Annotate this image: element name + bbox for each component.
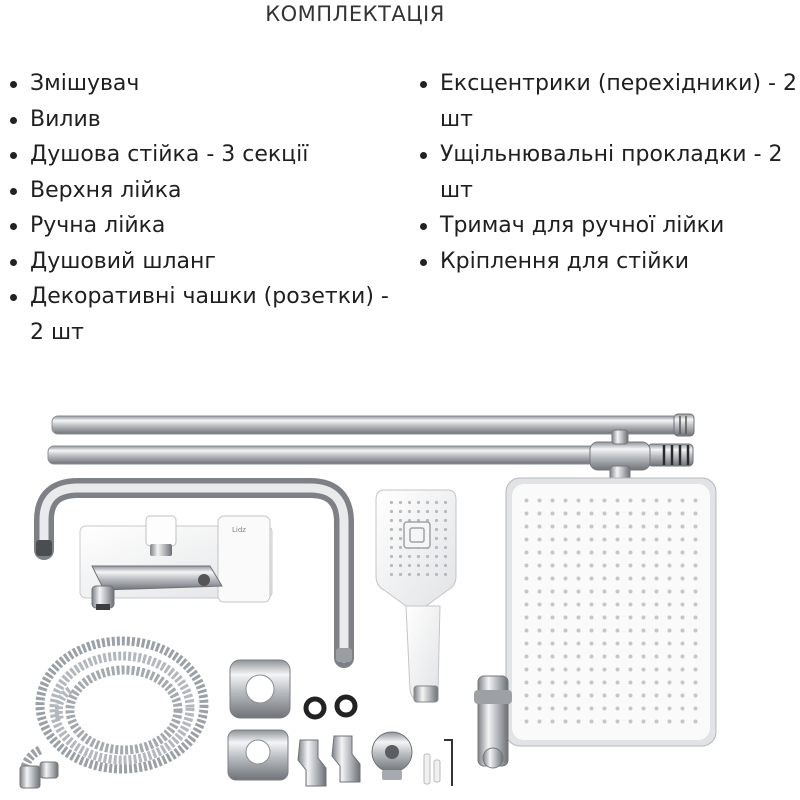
mixer <box>80 516 272 610</box>
hand-shower <box>376 490 456 702</box>
overhead-shower-head <box>506 478 716 746</box>
list-item: Ущільнювальні прокладки - 2 шт <box>418 137 798 208</box>
list-item: Декоративні чашки (розетки) - 2 шт <box>8 279 398 350</box>
list-item: Душова стійка - 3 секції <box>8 137 398 173</box>
list-item: Кріплення для стійки <box>418 244 798 280</box>
page-title: КОМПЛЕКТАЦІЯ <box>265 2 445 26</box>
wall-mount <box>372 732 412 780</box>
hand-shower-holder <box>474 676 512 768</box>
shower-hose <box>25 641 204 782</box>
gaskets <box>306 697 355 717</box>
list-item: Верхня лійка <box>8 173 398 209</box>
list-item: Ексцентрики (перехідники) - 2 шт <box>418 66 798 137</box>
decorative-cups <box>228 660 290 780</box>
fasteners <box>424 740 452 786</box>
list-item: Змішувач <box>8 66 398 102</box>
eccentrics <box>298 736 360 786</box>
package-list-left <box>8 66 398 350</box>
product-photo <box>0 390 800 800</box>
package-list-right <box>418 66 798 279</box>
list-item: Вилив <box>8 102 398 138</box>
list-item: Душовий шланг <box>8 244 398 280</box>
list-item: Ручна лійка <box>8 208 398 244</box>
mixer-brand-label: Lidz <box>232 526 246 534</box>
shower-rail-pipes <box>48 414 694 480</box>
list-item: Тримач для ручної лійки <box>418 208 798 244</box>
